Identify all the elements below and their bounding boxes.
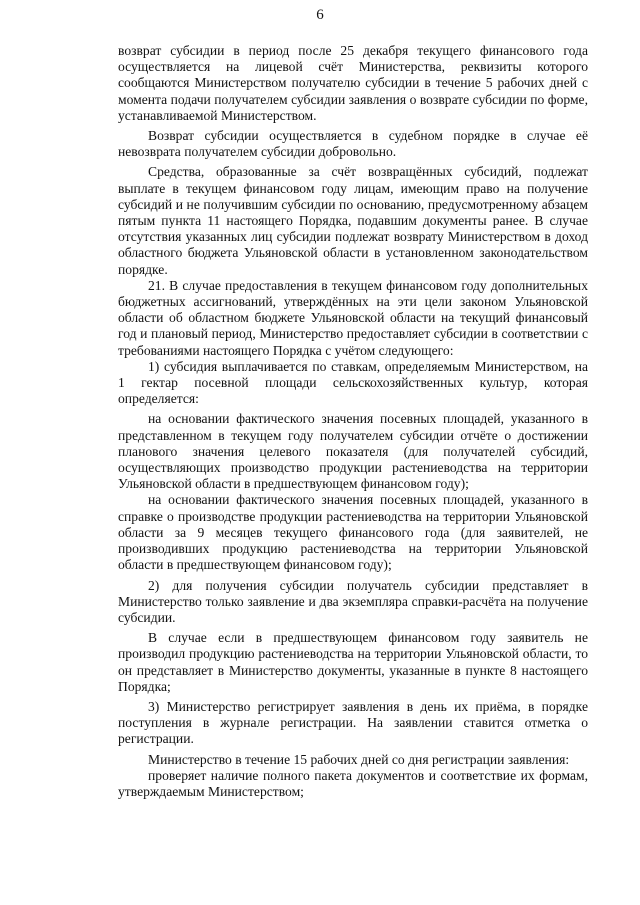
paragraph-actual-area-report: на основании фактического значения посевных площадей, указанного в представленном в текущем году получателем субсидии отчёте о достижении планового значения целевого показателя (для получателей субсидий, осуществляющих производство продукции растениеводства на территории Ульяновской области в предшествующем финансовом году); [118,411,588,492]
page-number: 6 [316,7,324,23]
paragraph-application-documents: 2) для получения субсидии получатель субсидии представляет в Министерство только заявление и два экземпляра справки-расчёта на получение субсидии. [118,577,588,625]
paragraph-returned-funds: Средства, образованные за счёт возвращённых субсидий, подлежат выплате в текущем финансовом году лицам, имеющим право на получение субсидий и не получившим субсидии по основанию, предусмотренному абзацем пятым пункта 11 настоящего Порядка, подавшим документы ранее. В случае отсутствия указанных лиц субсидии подлежат возврату Министерством в доход областного бюджета Ульяновской области в установленном законодательством порядке. [118,164,588,277]
paragraph-subsidy-return-period: возврат субсидии в период после 25 декабря текущего финансового года осуществляется на лицевой счёт Министерства, реквизиты которого сообщаются Министерством получателю субсидии в течение 5 рабочих дней с момента подачи получателем субсидии заявления о возврате субсидии по форме, устанавливаемой Министерством. [118,43,588,123]
paragraph-rate-per-hectare: 1) субсидия выплачивается по ставкам, определяемым Министерством, на 1 гектар посевной площади сельскохозяйственных культур, которая определяется: [118,358,588,407]
document-body [118,43,588,800]
paragraph-registration: 3) Министерство регистрирует заявления в день их приёма, в порядке поступления в журнале регистрации. На заявлении ставится отметка о регистрации. [118,698,588,747]
paragraph-document-check: проверяет наличие полного пакета документов и соответствие их формам, утверждаемым Министерством; [118,767,588,799]
paragraph-actual-area-certificate: на основании фактического значения посевных площадей, указанного в справке о производстве продукции растениеводства на территории Ульяновской области за 9 месяцев текущего финансового года (для заявителей, не производивших продукцию растениеводства на территории Ульяновской области в предшествующем финансовом году); [118,492,588,573]
paragraph-ministry-15-days: Министерство в течение 15 рабочих дней со дня регистрации заявления: [148,751,570,767]
paragraph-judicial-return: Возврат субсидии осуществляется в судебном порядке в случае её невозврата получателем субсидии добровольно. [118,128,588,160]
paragraph-item-21: 21. В случае предоставления в текущем финансовом году дополнительных бюджетных ассигнований, утверждённых на эти цели законом Ульяновской области об областном бюджете Ульяновской области на текущий финансовый год и плановый период, Министерство предоставляет субсидии в соответствии с требованиями настоящего Порядка с учётом следующего: [118,277,588,358]
paragraph-no-production-case: В случае если в предшествующем финансовом году заявитель не производил продукцию растениеводства на территории Ульяновской области, то он представляет в Министерство документы, указанные в пункте 8 настоящего Порядка; [118,630,588,694]
